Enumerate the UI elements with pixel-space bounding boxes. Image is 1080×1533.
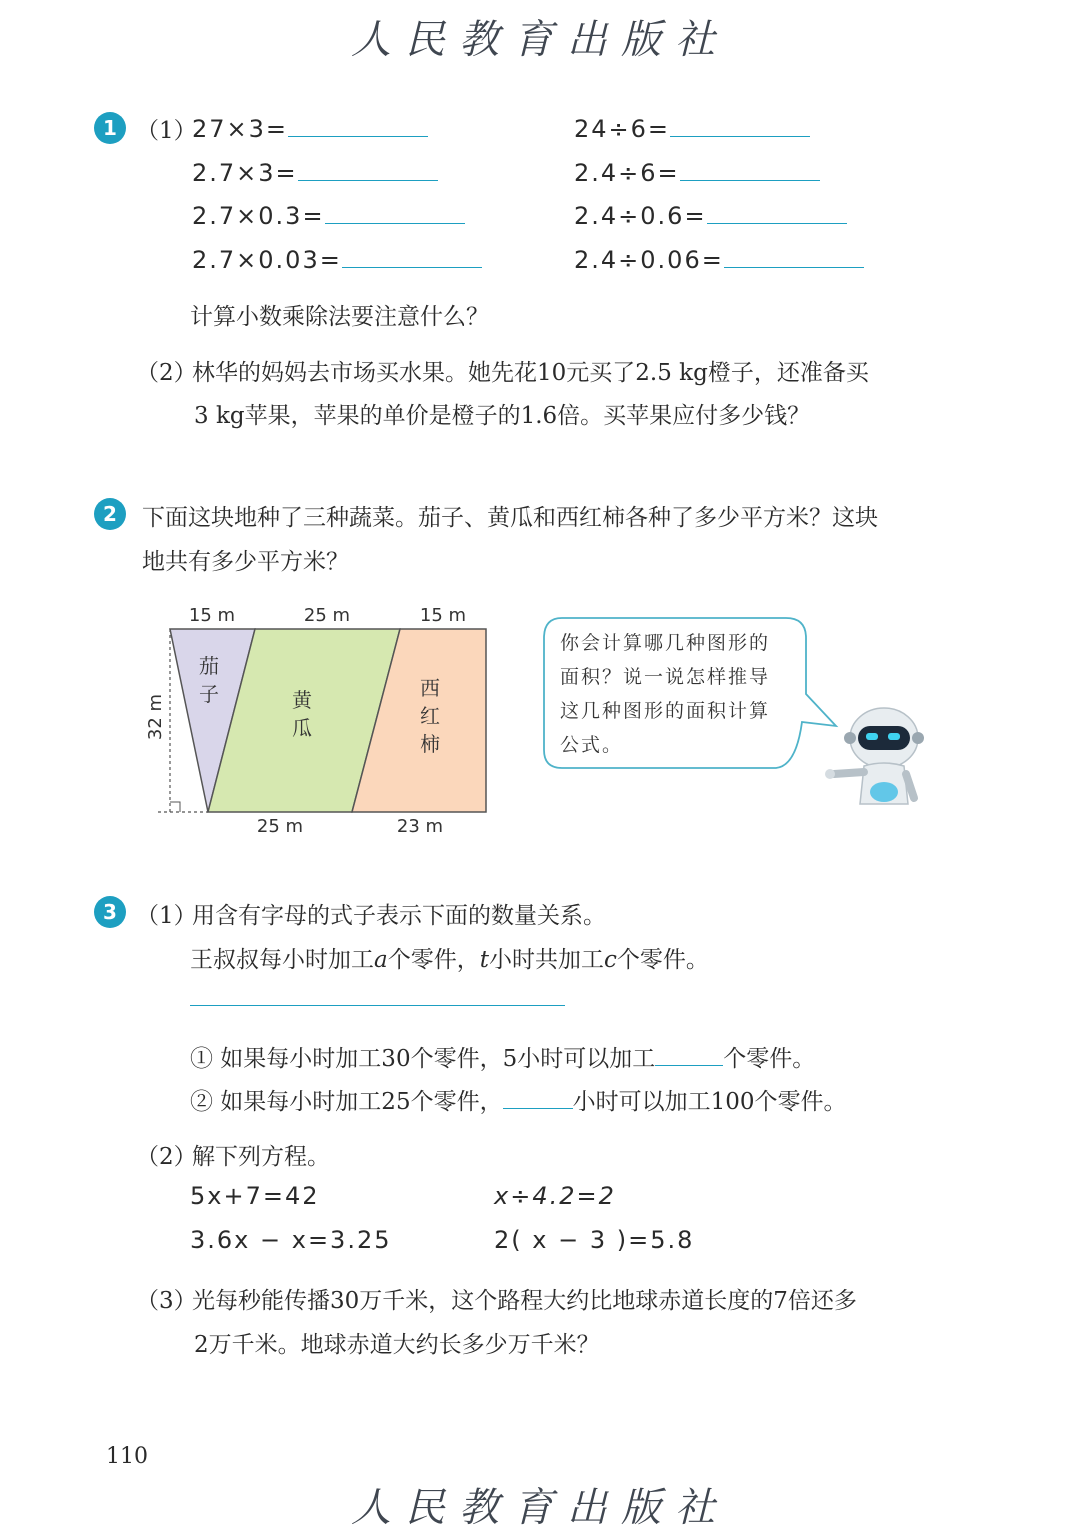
expression-answer-line[interactable]: [190, 1005, 565, 1006]
top-label-3: 15 m: [419, 605, 467, 626]
answer-blank[interactable]: [680, 156, 820, 181]
q1-right-eq-4: 2.4÷0.06=: [574, 243, 864, 274]
q2-line1: 下面这块地种了三种蔬菜。茄子、黄瓜和西红柿各种了多少平方米？这块: [142, 505, 878, 531]
q1-part2-line1: 林华的妈妈去市场买水果。她先花10元买了2.5 kg橙子，还准备买: [192, 360, 869, 386]
answer-blank[interactable]: [288, 112, 428, 137]
question-number-2: 2: [94, 498, 126, 530]
question-number-1: 1: [94, 112, 126, 144]
q3-part3-line1: 光每秒能传播30万千米，这个路程大约比地球赤道长度的7倍还多: [192, 1288, 857, 1314]
publisher-watermark-bottom: 人民教育出版社: [351, 1485, 729, 1531]
top-label-1: 15 m: [188, 605, 236, 626]
q1-right-eq-1: 24÷6=: [574, 112, 810, 143]
answer-blank[interactable]: [342, 243, 482, 268]
q3-sub2: ② 如果每小时加工25个零件， 小时可以加工100个零件。: [190, 1083, 846, 1116]
publisher-watermark-top: 人民教育出版社: [351, 17, 729, 63]
q1-right-eq-3: 2.4÷0.6=: [574, 199, 847, 230]
q1-discussion-question: 计算小数乘除法要注意什么？: [190, 304, 489, 330]
answer-blank[interactable]: [707, 199, 847, 224]
q3-part1-label: （1）: [136, 903, 197, 929]
q1-left-eq-3: 2.7×0.3=: [192, 199, 465, 230]
q3-part3-label: （3）: [136, 1288, 197, 1314]
region-tomato-char-1: 西: [420, 676, 440, 700]
q1-left-eq-1: 27×3=: [192, 112, 428, 143]
q1-left-eq-2: 2.7×3=: [192, 156, 438, 187]
equation-1: 5x+7=42: [190, 1182, 320, 1210]
region-tomato-char-3: 柿: [420, 732, 440, 756]
q1-part2-label: （2）: [136, 360, 197, 386]
q1-right-eq-2: 2.4÷6=: [574, 156, 820, 187]
q2-line2: 地共有多少平方米？: [142, 549, 349, 575]
q3-part1-statement: 王叔叔每小时加工a个零件，t小时共加工c个零件。: [190, 947, 709, 973]
q3-part2-title: 解下列方程。: [192, 1144, 330, 1170]
height-label: 32 m: [145, 693, 166, 741]
answer-blank[interactable]: [724, 243, 864, 268]
q3-part3-line2: 2万千米。地球赤道大约长多少万千米？: [194, 1332, 600, 1358]
q1-left-eq-4: 2.7×0.03=: [192, 243, 482, 274]
equation-2: x÷4.2=2: [494, 1182, 616, 1210]
right-angle-mark: [170, 802, 180, 812]
q3-part1-title: 用含有字母的式子表示下面的数量关系。: [192, 903, 606, 929]
vegetable-field-diagram: [140, 595, 520, 845]
region-cucumber-char-1: 黄: [292, 688, 312, 712]
bottom-label-1: 25 m: [256, 816, 304, 837]
region-eggplant-char-2: 子: [199, 682, 219, 706]
answer-blank[interactable]: [503, 1084, 573, 1109]
answer-blank[interactable]: [325, 199, 465, 224]
equation-4: 2( x − 3 )=5.8: [494, 1226, 695, 1254]
q1-part1-label: （1）: [136, 118, 197, 144]
q3-sub1: ① 如果每小时加工30个零件，5小时可以加工 个零件。: [190, 1040, 815, 1073]
page-number: 110: [106, 1444, 148, 1469]
robot-icon: [822, 700, 928, 810]
answer-blank[interactable]: [298, 156, 438, 181]
question-number-3: 3: [94, 896, 126, 928]
region-tomato-char-2: 红: [420, 704, 440, 728]
q3-part2-label: （2）: [136, 1144, 197, 1170]
answer-blank[interactable]: [655, 1041, 723, 1066]
region-eggplant-char-1: 茄: [199, 654, 219, 678]
bottom-label-2: 23 m: [396, 816, 444, 837]
answer-blank[interactable]: [670, 112, 810, 137]
speech-bubble-text: 你会计算哪几种图形的 面积？说一说怎样推导 这几种图形的面积计算 公式。: [560, 632, 771, 756]
equation-3: 3.6x − x=3.25: [190, 1226, 392, 1254]
q1-part2-line2: 3 kg苹果，苹果的单价是橙子的1.6倍。买苹果应付多少钱？: [194, 403, 811, 429]
region-cucumber-char-2: 瓜: [292, 716, 312, 740]
top-label-2: 25 m: [303, 605, 351, 626]
